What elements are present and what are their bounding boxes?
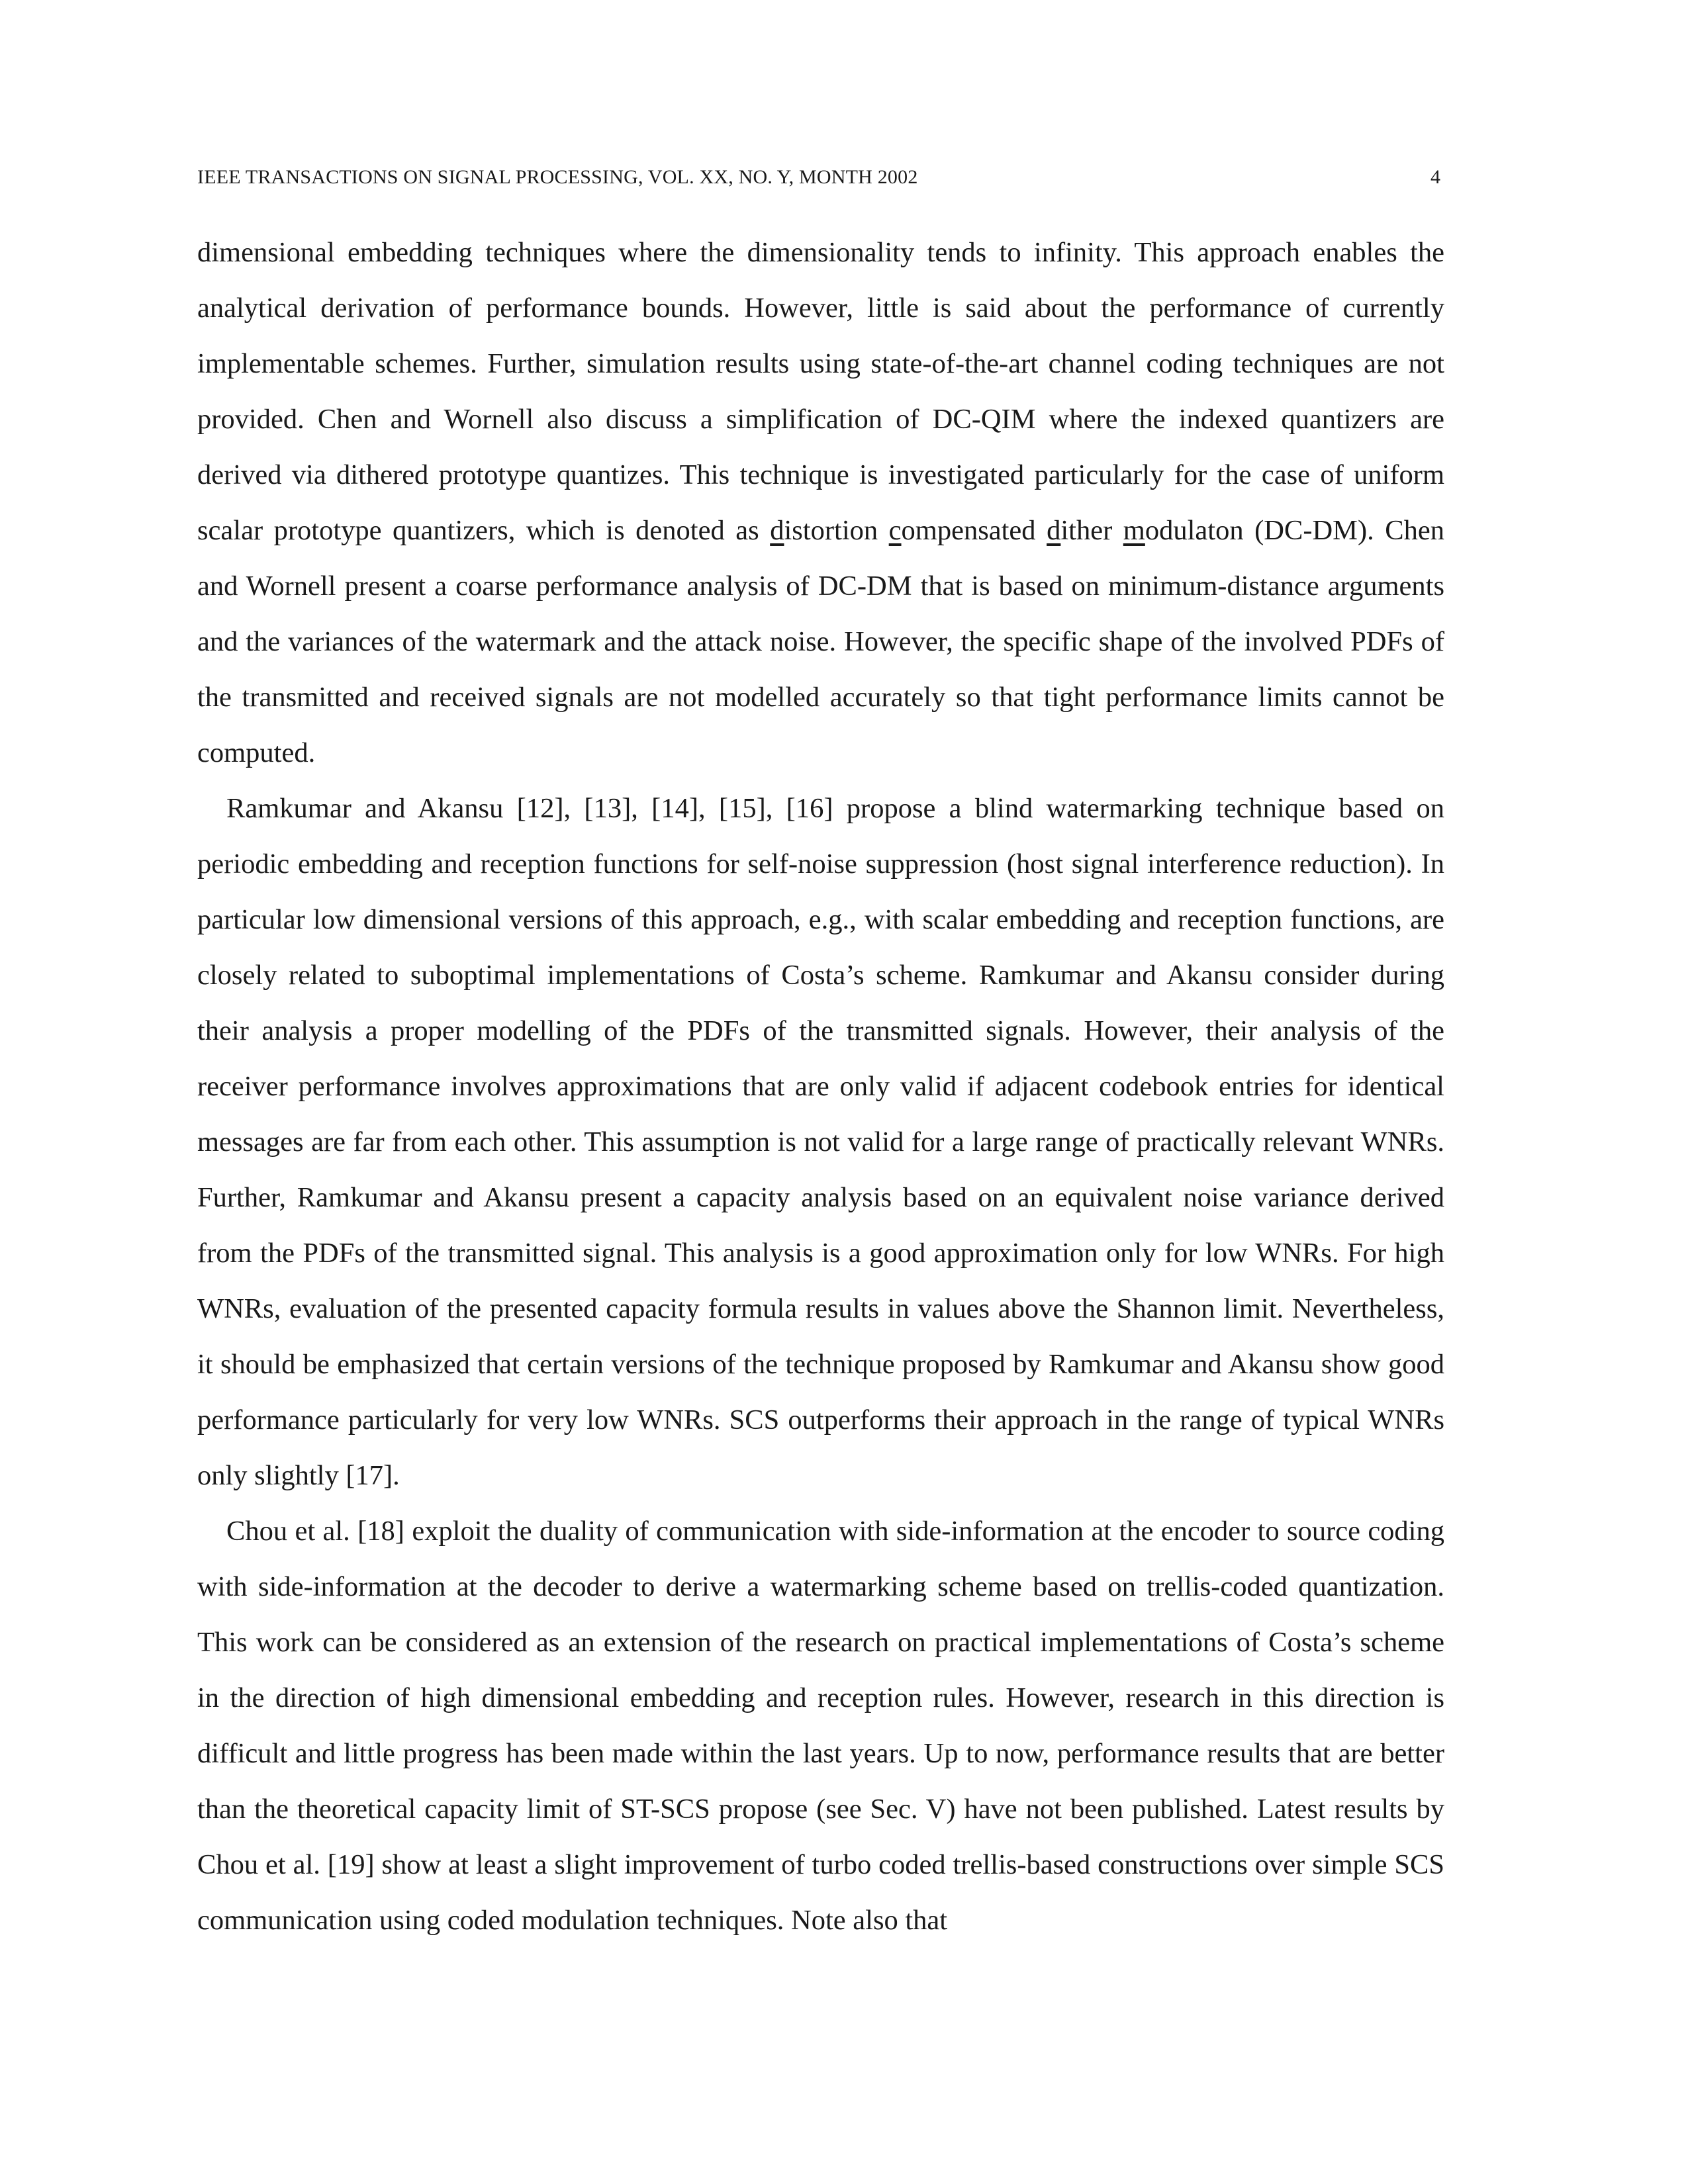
running-header (197, 164, 1444, 191)
body-text (197, 225, 1444, 1948)
acronym-dither (1047, 515, 1123, 546)
acronym-word-rest: istortion (784, 515, 889, 546)
acronym-word-rest: odulaton (1145, 515, 1244, 546)
acronym-initial-c: c (888, 515, 902, 546)
document-page (197, 0, 1444, 2184)
paragraph-2: Ramkumar and Akansu [12], [13], [14], [15], [16] propose a blind watermarking technique based on periodic embedding and reception functions for self-noise suppression (host signal interference reduction). In particular low dimensional versions of this approach, e.g., with scalar embedding and reception functions, are closely related to suboptimal implementations of Costa’s scheme. Ramkumar and Akansu consider during their analysis a proper modelling of the PDFs of the transmitted signals. However, their analysis of the receiver performance involves approximations that are only valid if adjacent codebook entries for identical messages are far from each other. This assumption is not valid for a large range of practically relevant WNRs. Further, Ramkumar and Akansu present a capacity analysis based on an equivalent noise variance derived from the PDFs of the transmitted signal. This analysis is a good approximation only for low WNRs. For high WNRs, evaluation of the presented capacity formula results in values above the Shannon limit. Nevertheless, it should be emphasized that certain versions of the technique proposed by Ramkumar and Akansu show good performance particularly for very low WNRs. SCS outperforms their approach in the range of typical WNRs only slightly [17]. (197, 793, 1444, 1491)
acronym-initial-d: d (1047, 515, 1061, 546)
paragraph-1-text-after: (DC-DM). Chen and Wornell present a coarse performance analysis of DC-DM that is based on minimum-distance arguments and the variances of the watermark and the attack noise. However, the specific shape of the involved PDFs of the transmitted and received signals are not modelled accurately so that tight performance limits cannot be computed. (197, 515, 1444, 768)
acronym-distortion (770, 515, 888, 546)
paragraph-1 (197, 225, 1444, 781)
page-number: 4 (1430, 166, 1440, 188)
acronym-modulaton (1123, 515, 1244, 546)
acronym-initial-d: d (770, 515, 784, 546)
acronym-word-rest: ompensated (901, 515, 1047, 546)
acronym-compensated (889, 515, 1047, 546)
journal-title: IEEE TRANSACTIONS ON SIGNAL PROCESSING, VOL. XX, NO. Y, MONTH 2002 (197, 166, 918, 188)
acronym-word-rest: ither (1060, 515, 1123, 546)
paragraph-1-text-before: dimensional embedding techniques where the dimensionality tends to infinity. This approach enables the analytical derivation of performance bounds. However, little is said about the performance of currently implementable schemes. Further, simulation results using state-of-the-art channel coding techniques are not provided. Chen and Wornell also discuss a simplification of DC-QIM where the indexed quantizers are derived via dithered prototype quantizes. This technique is investigated particularly for the case of uniform scalar prototype quantizers, which is denoted as (197, 237, 1444, 546)
paragraph-3: Chou et al. [18] exploit the duality of communication with side-information at the encoder to source coding with side-information at the decoder to derive a watermarking scheme based on trellis-coded quantization. This work can be considered as an extension of the research on practical implementations of Costa’s scheme in the direction of high dimensional embedding and reception rules. However, research in this direction is difficult and little progress has been made within the last years. Up to now, performance results that are better than the theoretical capacity limit of ST-SCS propose (see Sec. V) have not been published. Latest results by Chou et al. [19] show at least a slight improvement of turbo coded trellis-based constructions over simple SCS communication using coded modulation techniques. Note also that (197, 1516, 1444, 1936)
acronym-initial-m: m (1123, 515, 1145, 546)
